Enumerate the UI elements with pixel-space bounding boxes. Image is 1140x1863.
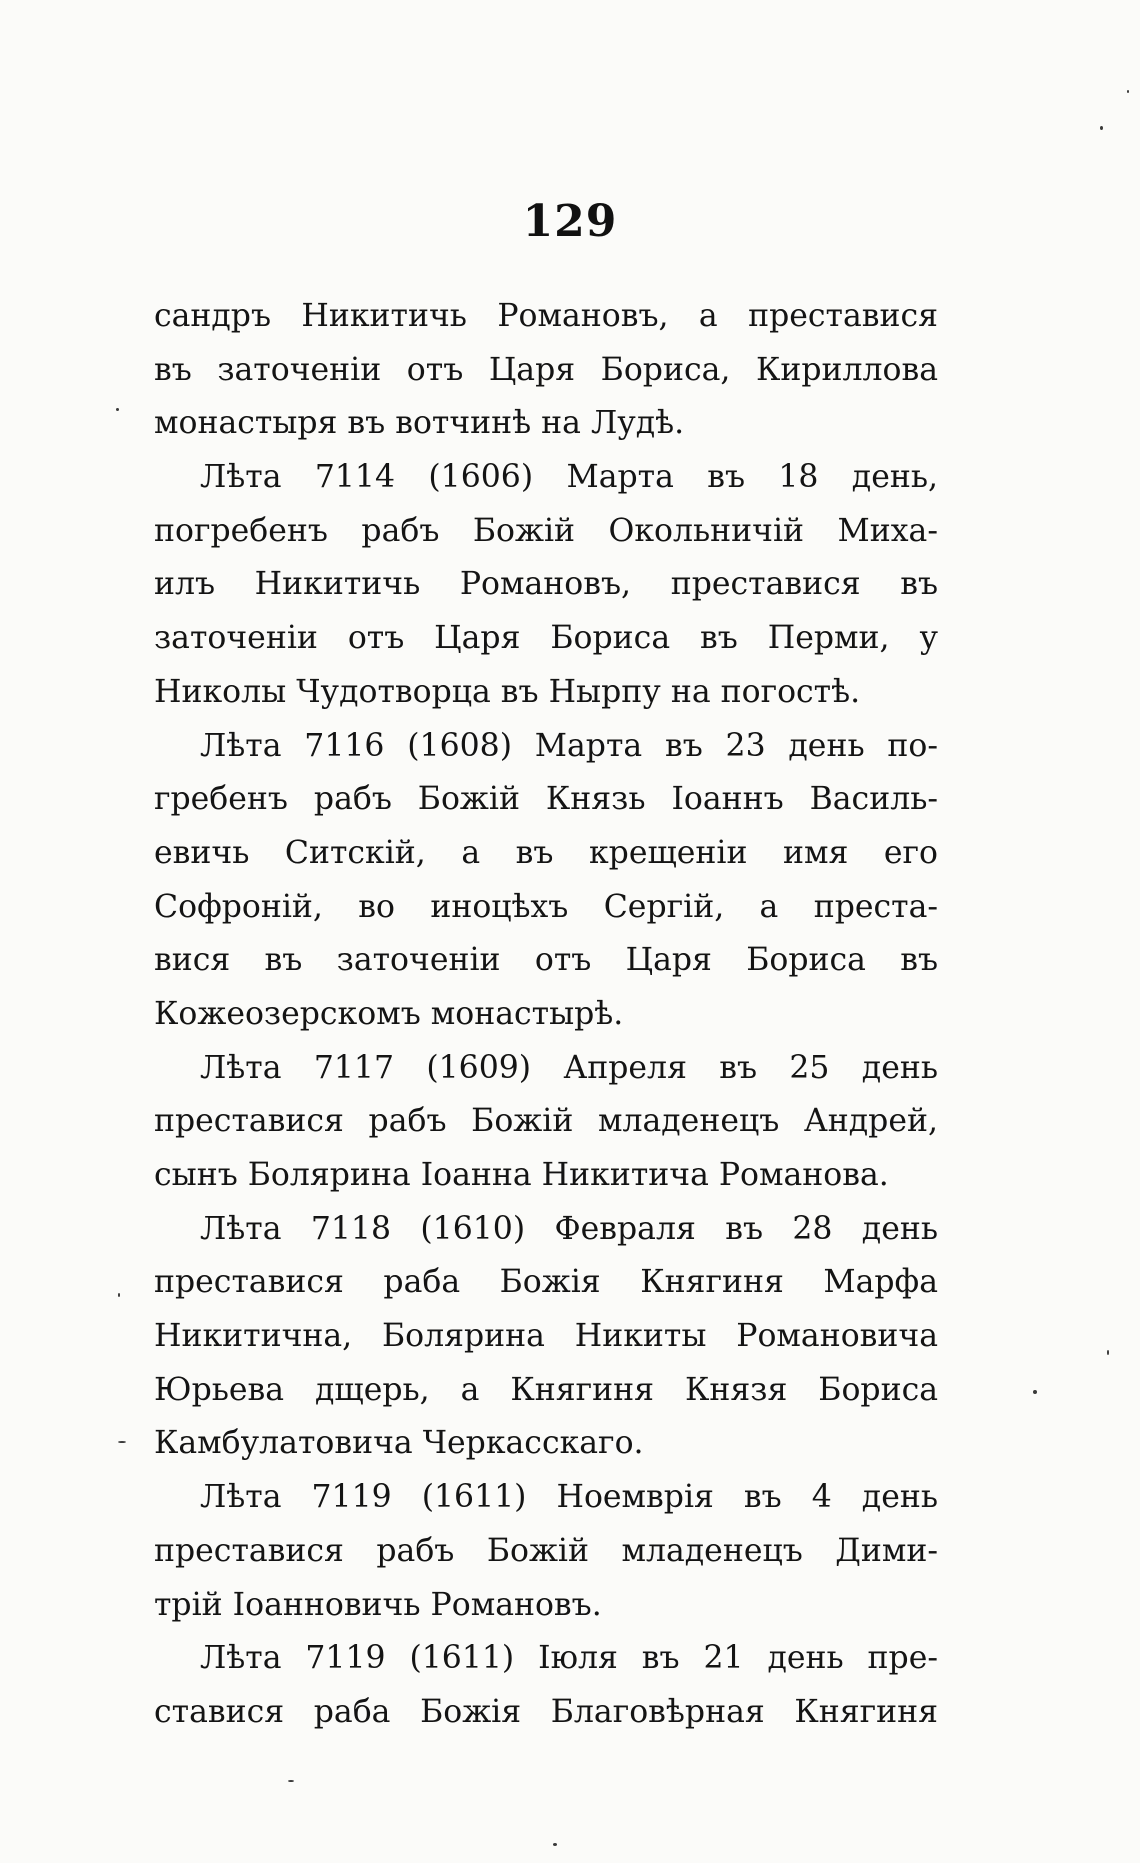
text-line: Софроній, во иноцѣхъ Сергій, а преста- — [154, 888, 938, 925]
text-line: илъ Никитичь Романовъ, преставися въ — [154, 566, 938, 603]
scan-speck — [118, 1293, 120, 1297]
scan-speck — [1100, 126, 1103, 130]
page-number: 129 — [522, 196, 618, 247]
scan-speck — [118, 1441, 126, 1443]
text-line: вися въ заточеніи отъ Царя Бориса въ — [154, 942, 938, 979]
scan-speck — [116, 408, 119, 411]
text-line: заточеніи отъ Царя Бориса въ Перми, у — [154, 620, 938, 657]
text-line: Кожеозерскомъ монастырѣ. — [154, 995, 624, 1032]
scan-speck — [1107, 1350, 1109, 1355]
text-line: ставися раба Божія Благовѣрная Княгиня — [154, 1693, 938, 1730]
text-line: гребенъ рабъ Божій Князь Іоаннъ Василь- — [154, 781, 938, 818]
text-line: преставися раба Божія Княгиня Марфа — [154, 1264, 938, 1301]
text-line: Никитична, Болярина Никиты Романовича — [154, 1318, 938, 1355]
text-line: Лѣта 7116 (1608) Марта въ 23 день по- — [200, 727, 938, 764]
scan-speck — [1127, 90, 1129, 93]
text-line: погребенъ рабъ Божій Окольничій Миха- — [154, 512, 938, 549]
text-line: Николы Чудотворца въ Нырпу на погостѣ. — [154, 673, 861, 710]
scan-speck — [553, 1843, 557, 1846]
text-line: въ заточеніи отъ Царя Бориса, Кириллова — [154, 351, 938, 388]
text-line: Лѣта 7119 (1611) Іюля въ 21 день пре- — [200, 1640, 938, 1677]
text-line: преставися рабъ Божій младенецъ Андрей, — [154, 1103, 938, 1140]
text-line: трій Іоанновичь Романовъ. — [154, 1586, 602, 1623]
text-line: Лѣта 7118 (1610) Февраля въ 28 день — [200, 1210, 938, 1247]
text-line: евичь Ситскій, а въ крещеніи имя его — [154, 834, 938, 871]
text-line: Камбулатовича Черкасскаго. — [154, 1425, 644, 1462]
text-line: Юрьева дщерь, а Княгиня Князя Бориса — [154, 1371, 938, 1408]
text-line: монастыря въ вотчинѣ на Лудѣ. — [154, 405, 685, 442]
scan-speck — [1033, 1390, 1037, 1394]
text-line: преставися рабъ Божій младенецъ Дими- — [154, 1532, 938, 1569]
text-line: сандръ Никитичь Романовъ, а преставися — [154, 298, 938, 334]
text-line: Лѣта 7114 (1606) Марта въ 18 день, — [200, 459, 938, 496]
text-line: Лѣта 7117 (1609) Апреля въ 25 день — [200, 1049, 938, 1086]
text-line: Лѣта 7119 (1611) Ноемврія въ 4 день — [200, 1479, 938, 1516]
body-text — [154, 290, 938, 1740]
text-line: сынъ Болярина Іоанна Никитича Романова. — [154, 1157, 889, 1193]
scan-speck — [288, 1780, 294, 1782]
